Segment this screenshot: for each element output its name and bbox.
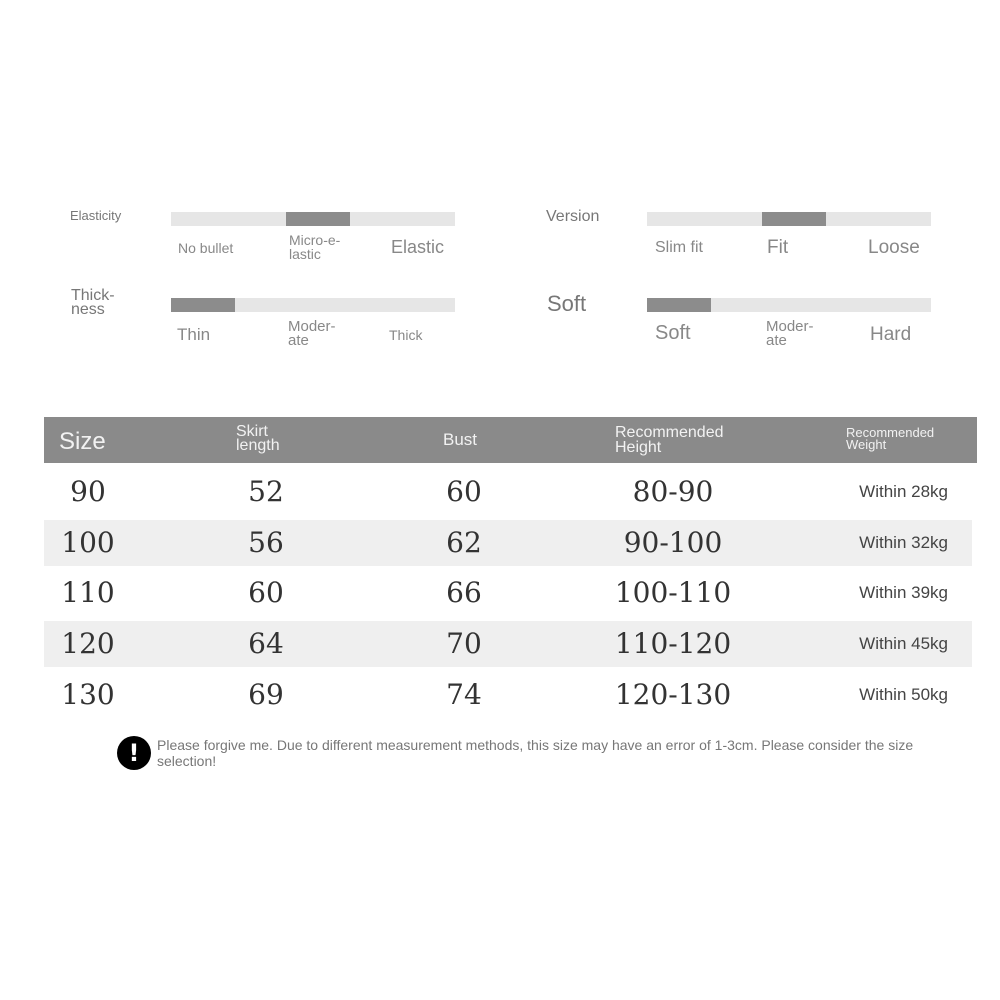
option-label: Moder- ate [288,318,336,349]
option-label: Loose [868,237,920,258]
cell-height: 120-130 [614,678,732,711]
header-size: Size [59,428,106,455]
table-row [44,520,972,566]
option-label: Thin [177,325,211,344]
table-header [44,417,977,463]
scale-selected [647,298,711,312]
cell-bust: 74 [446,678,482,711]
cell-skirt-length: 64 [248,627,284,660]
cell-size: 90 [70,475,106,508]
option-label: Elastic [391,237,445,257]
attribute-label: Elasticity [70,208,122,223]
cell-bust: 62 [446,526,482,559]
cell-bust: 60 [446,475,482,508]
cell-size: 130 [61,678,115,711]
option-label: No bullet [178,240,234,256]
cell-weight: Within 50kg [859,685,948,704]
attribute-label: Version [546,208,600,225]
scale-track [647,212,931,226]
cell-skirt-length: 60 [248,576,284,609]
cell-skirt-length: 52 [248,475,284,508]
table-row [44,672,972,718]
header-skirt-length: Skirt length [236,423,280,454]
header-recommended-height: Recommended Height [615,424,724,456]
cell-size: 110 [61,576,115,609]
cell-weight: Within 39kg [859,583,948,602]
attribute-label: Thick- ness [71,287,115,318]
scale-track [171,298,455,312]
option-label: Micro-e- lastic [289,232,341,262]
option-label: Soft [655,322,691,344]
exclamation-icon: ! [117,736,151,770]
table-row [44,570,972,616]
cell-skirt-length: 69 [248,678,284,711]
option-label: Moder- ate [766,318,814,349]
cell-height: 100-110 [614,576,732,609]
scale-track [171,212,455,226]
cell-height: 90-100 [623,526,723,559]
cell-height: 110-120 [614,627,732,660]
scale-selected [286,212,350,226]
cell-size: 120 [61,627,115,660]
header-bust: Bust [443,430,478,449]
cell-size: 100 [61,526,115,559]
note-text: Please forgive me. Due to different measurement methods, this size may have an error of 1-3cm. Please consider the size selection! [157,737,914,769]
cell-height: 80-90 [632,475,714,508]
cell-weight: Within 45kg [859,634,948,653]
option-label: Fit [767,237,789,258]
cell-skirt-length: 56 [248,526,284,559]
option-label: Slim fit [655,239,703,256]
header-recommended-weight: Recommended Weight [846,425,935,452]
option-label: Thick [389,327,423,343]
cell-weight: Within 28kg [859,482,948,501]
scale-selected [171,298,235,312]
option-label: Hard [870,324,912,345]
cell-bust: 70 [446,627,482,660]
scale-selected [762,212,826,226]
scale-track [647,298,931,312]
table-row [44,469,972,515]
table-row [44,621,972,667]
attribute-label: Soft [547,291,587,316]
cell-bust: 66 [446,576,482,609]
cell-weight: Within 32kg [859,533,948,552]
